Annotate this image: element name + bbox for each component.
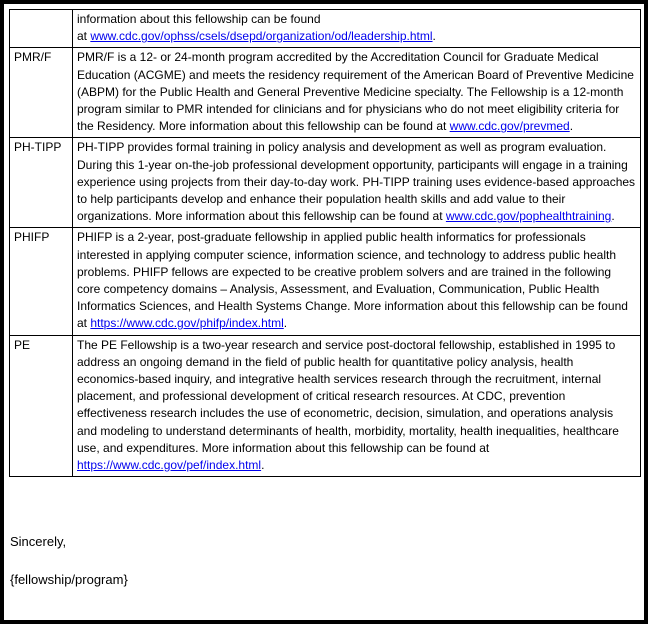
fellowship-abbr-cell-pmrf: PMR/F bbox=[10, 48, 73, 138]
fellowship-desc-text: . bbox=[611, 209, 615, 224]
leadership-link[interactable]: www.cdc.gov/ophss/csels/dsepd/organization/od/leadership.html bbox=[90, 29, 433, 44]
fellowship-desc-text: . bbox=[283, 316, 288, 331]
fellowship-desc-text: . bbox=[261, 458, 265, 473]
table-row-leadership-continued bbox=[10, 10, 641, 48]
fellowship-desc-cell bbox=[73, 335, 641, 477]
table-row-pmrf bbox=[10, 48, 641, 138]
fellowship-table bbox=[9, 9, 641, 477]
signature-placeholder: {fellowship/program} bbox=[10, 572, 128, 588]
table-row-pe bbox=[10, 335, 641, 477]
fellowship-desc-text: at bbox=[77, 29, 91, 44]
fellowship-desc-text: PHIFP is a 2-year, post-graduate fellowship in applied public health informatics for professionals interested in applying computer science, information science, and technology to address public health problems. PHIFP fellows are expected to be creative problem solvers and are trained in the following core competency domains – Analysis, Assessment, and Evaluation, Communication, Public Health Informatics Sciences, and Health Systems Change. More information about this fellowship can be found at bbox=[77, 230, 628, 331]
fellowship-desc-cell bbox=[73, 10, 641, 48]
pophealthtraining-link[interactable]: www.cdc.gov/pophealthtraining bbox=[445, 209, 612, 224]
fellowship-abbr-cell-pe: PE bbox=[10, 335, 73, 477]
table-row-phtipp bbox=[10, 138, 641, 228]
fellowship-desc-text: . bbox=[569, 119, 574, 134]
fellowship-desc-text: information about this fellowship can be found bbox=[77, 12, 321, 26]
fellowship-desc-cell bbox=[73, 228, 641, 335]
fellowship-desc-text: PH-TIPP provides formal training in policy analysis and development as well as program evaluation. During this 1-year on-the-job professional development opportunity, participants will engage in a training experience using projects from their day-to-day work. PH-TIPP training uses evidence-based approaches to help participants develop and enhance their population health skills and add value to their organizations. More information about this fellowship can be found at bbox=[77, 140, 636, 224]
table-row-phifp bbox=[10, 228, 641, 335]
phifp-link[interactable]: https://www.cdc.gov/phifp/index.html bbox=[90, 316, 284, 331]
pef-link[interactable]: https://www.cdc.gov/pef/index.html bbox=[77, 458, 262, 473]
fellowship-abbr-cell-empty bbox=[10, 10, 73, 48]
fellowship-abbr-cell-phifp: PHIFP bbox=[10, 228, 73, 335]
fellowship-desc-text: . bbox=[432, 29, 436, 44]
fellowship-desc-cell bbox=[73, 48, 641, 138]
fellowship-desc-text: PMR/F is a 12- or 24-month program accredited by the Accreditation Council for Graduate Medical Education (ACGME) and meets the residency requirement of the American Board of Preventive Medicine (ABPM) for the Public Health and General Preventive Medicine specialty. The Fellowship is a 12-month program similar to PMR intended for clinicians and for physicians who do not meet eligibility criteria for the Residency. More information about this fellowship can be found at bbox=[77, 50, 634, 134]
fellowship-desc-text: The PE Fellowship is a two-year research and service post-doctoral fellowship, established in 1995 to address an ongoing demand in the field of public health for quantitative policy analysis, health economics-based inquiry, and integrative health services research through the recruitment, internal placement, and professional development of critical research resources. At CDC, prevention effectiveness research includes the use of econometric, decision, simulation, and operations analysis and modeling to understand determinants of health, morbidity, mortality, health inequalities, healthcare use, and expenditures. More information about this fellowship can be found at bbox=[77, 337, 619, 455]
fellowship-desc-cell bbox=[73, 138, 641, 228]
fellowship-abbr-cell-phtipp: PH-TIPP bbox=[10, 138, 73, 228]
prevmed-link[interactable]: www.cdc.gov/prevmed bbox=[449, 119, 570, 134]
closing-sincerely: Sincerely, bbox=[10, 534, 67, 550]
